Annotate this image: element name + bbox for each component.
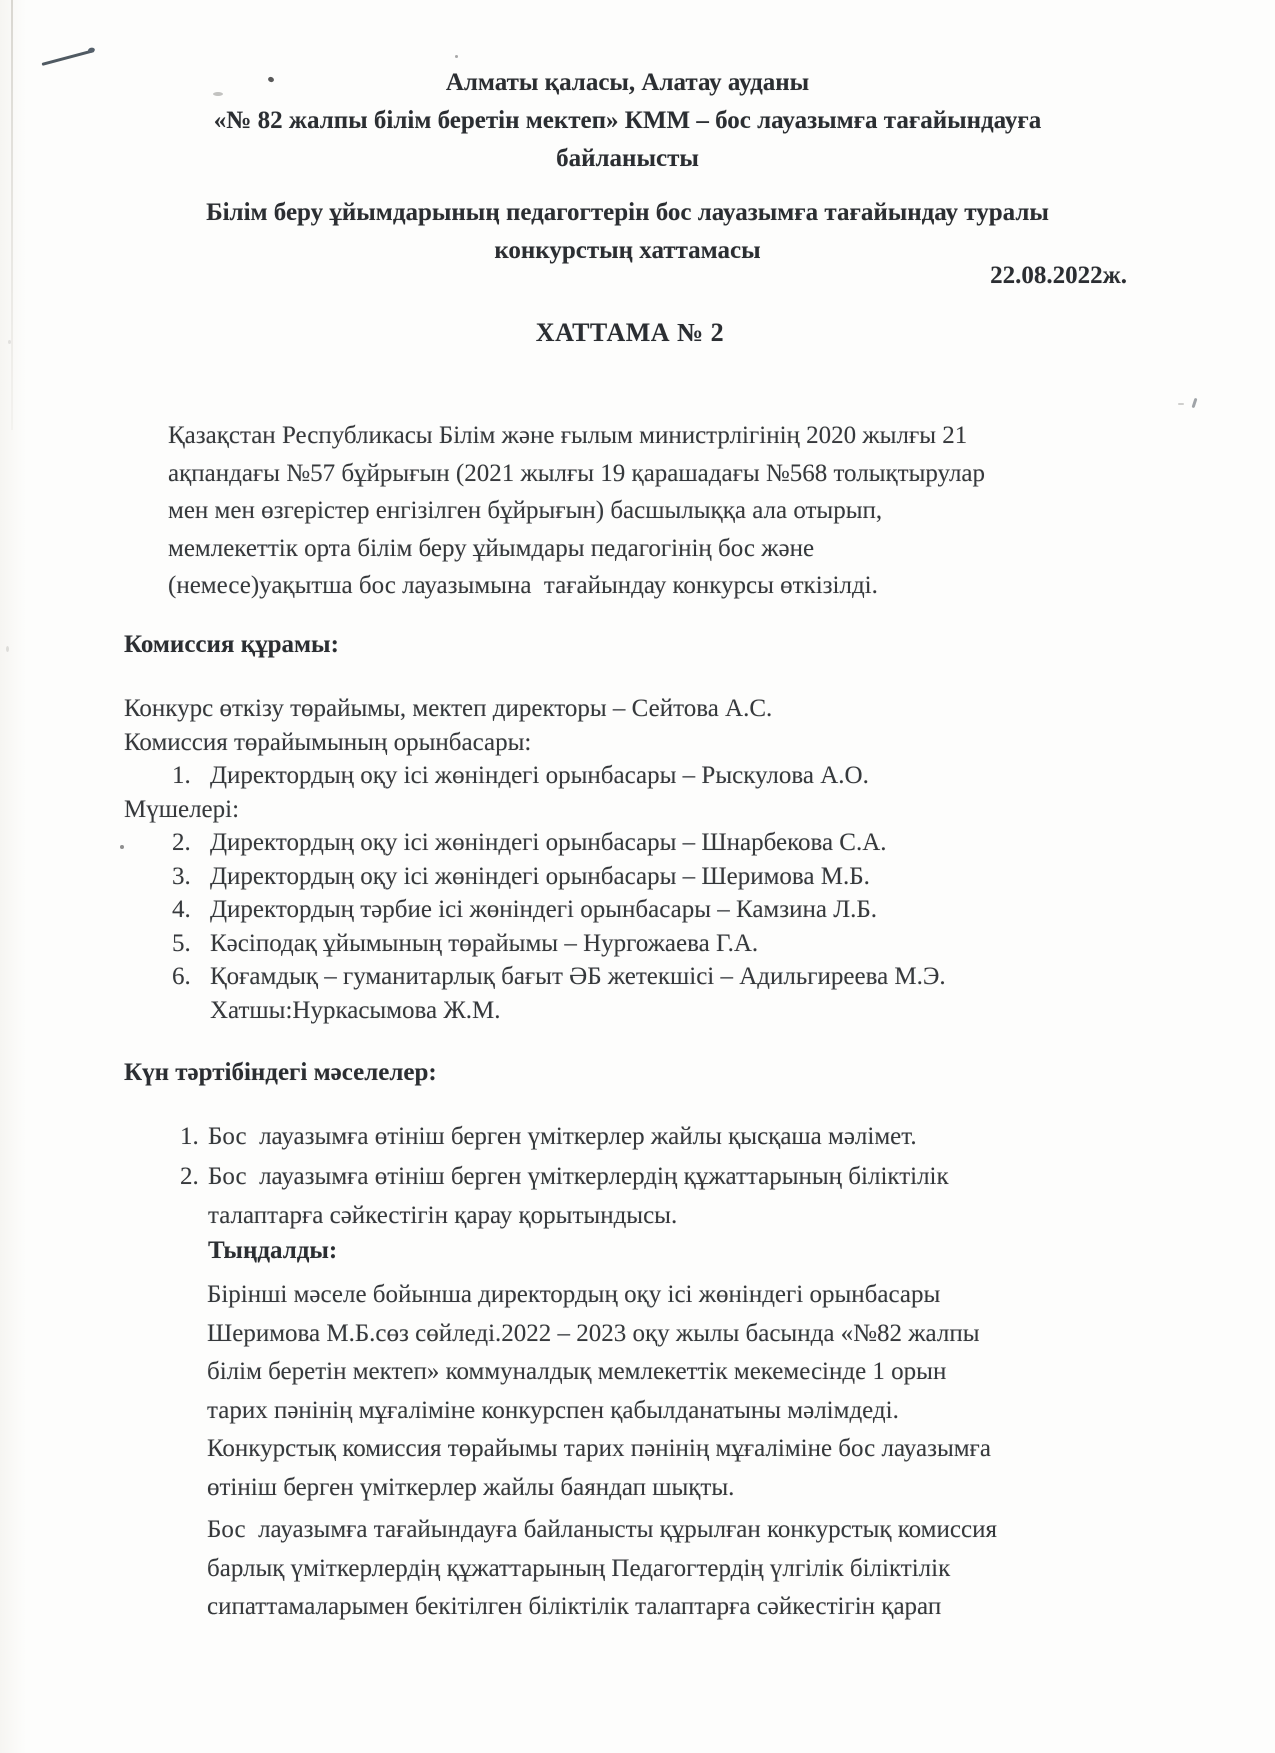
item-number: 1. bbox=[172, 762, 191, 789]
commission-item bbox=[124, 927, 1164, 961]
item-number: 2. bbox=[180, 1162, 199, 1190]
item-text: Директордың оқу ісі жөніндегі орынбасары – Шнарбекова С.А. bbox=[210, 829, 887, 856]
commission-item bbox=[124, 860, 1164, 894]
heard-line: Бірінші мәселе бойынша директордың оқу ісі жөніндегі орынбасары bbox=[207, 1281, 941, 1308]
commission-item bbox=[124, 826, 1164, 860]
item-number: 6. bbox=[172, 963, 191, 990]
title-line: «№ 82 жалпы білім беретін мектеп» КММ – бос лауазымға тағайындауға bbox=[213, 107, 1042, 134]
scan-speck bbox=[1178, 403, 1184, 405]
item-number: 3. bbox=[172, 862, 191, 890]
item-text: Директордың тәрбие ісі жөніндегі орынбасары – Камзина Л.Б. bbox=[210, 896, 878, 923]
heard-line: сипаттамаларымен бекітілген біліктілік талаптарға сәйкестігін қарап bbox=[207, 1593, 942, 1620]
subtitle-line: Білім беру ұйымдарының педагогтерін бос лауазымға тағайындау туралы bbox=[206, 199, 1049, 226]
commission-list bbox=[124, 692, 1164, 1027]
commission-members-heading: Мүшелері: bbox=[124, 795, 240, 823]
item-text: Бос лауазымға өтініш берген үміткерлер жайлы қысқаша мәлімет. bbox=[208, 1123, 917, 1150]
document-date: 22.08.2022ж. bbox=[990, 262, 1127, 289]
agenda-item bbox=[124, 1157, 1184, 1197]
agenda-item-continuation: талаптарға сәйкестігін қарау қорытындысы. bbox=[208, 1202, 678, 1229]
item-number: 4. bbox=[172, 896, 191, 923]
heard-line: білім беретін мектеп» коммуналдық мемлекеттік мекемесінде 1 орын bbox=[207, 1358, 947, 1385]
heard-heading: Тыңдалды: bbox=[208, 1237, 338, 1264]
scan-speck bbox=[6, 646, 9, 652]
heard-paragraph bbox=[207, 1276, 1187, 1627]
ink-dot bbox=[455, 55, 458, 58]
intro-line: мен мен өзгерістер енгізілген бұйрығын) басшылыққа ала отырып, bbox=[168, 497, 883, 524]
document-title-block bbox=[0, 64, 1255, 178]
heard-line: Бос лауазымға тағайындауға байланысты құрылған конкурстық комиссия bbox=[207, 1516, 997, 1543]
intro-paragraph bbox=[168, 417, 1168, 605]
heard-line: тарих пәнінің мұғаліміне конкурспен қабылданатыны мәлімдеді. bbox=[207, 1396, 899, 1424]
intro-line: Қазақстан Республикасы Білім және ғылым министрлігінің 2020 жылғы 21 bbox=[168, 422, 968, 449]
title-line: байланысты bbox=[556, 145, 699, 172]
agenda-item bbox=[124, 1117, 1184, 1157]
heard-line: өтініш берген үміткерлер жайлы баяндап шықты. bbox=[207, 1473, 735, 1501]
item-text: Қоғамдық – гуманитарлық бағыт ӘБ жетекшісі – Адильгиреева М.Э. bbox=[210, 963, 946, 990]
item-text: Бос лауазымға өтініш берген үміткерлердің құжаттарының біліктілік bbox=[208, 1162, 949, 1190]
intro-line: (немесе)уақытша бос лауазымына тағайындау конкурсы өткізілді. bbox=[168, 572, 878, 599]
intro-line: мемлекеттік орта білім беру ұйымдары педагогінің бос және bbox=[168, 534, 815, 562]
heard-line: барлық үміткерлердің құжаттарының Педагогтердің үлгілік біліктілік bbox=[207, 1554, 951, 1582]
item-number: 1. bbox=[180, 1123, 199, 1150]
agenda-heading: Күн тәртібіндегі мәселелер: bbox=[124, 1059, 437, 1086]
intro-line: ақпандағы №57 бұйрығын (2021 жылғы 19 қарашадағы №568 толықтырулар bbox=[168, 459, 986, 487]
agenda-list bbox=[124, 1117, 1184, 1236]
heard-line: Конкурстық комиссия төрайымы тарих пәнінің мұғаліміне бос лауазымға bbox=[207, 1435, 991, 1462]
commission-secretary-line: Хатшы:Нуркасымова Ж.М. bbox=[210, 996, 501, 1024]
title-line: Алматы қаласы, Алатау ауданы bbox=[445, 69, 810, 96]
scan-speck bbox=[1192, 398, 1198, 408]
commission-heading: Комиссия құрамы: bbox=[124, 631, 339, 658]
subtitle-line: конкурстың хаттамасы bbox=[494, 237, 761, 264]
commission-item bbox=[124, 759, 1164, 793]
commission-item bbox=[124, 893, 1164, 927]
item-text: Директордың оқу ісі жөніндегі орынбасары – Шеримова М.Б. bbox=[210, 862, 870, 890]
item-number: 2. bbox=[172, 829, 191, 856]
commission-chair-line: Конкурс өткізу төрайымы, мектеп директоры – Сейтова А.С. bbox=[124, 695, 773, 722]
document-subtitle-block bbox=[0, 194, 1255, 270]
item-text: Директордың оқу ісі жөніндегі орынбасары – Рыскулова А.О. bbox=[210, 762, 869, 789]
item-number: 5. bbox=[172, 929, 191, 957]
commission-item bbox=[124, 960, 1164, 994]
heard-line: Шеримова М.Б.сөз сөйледі.2022 – 2023 оқу жылы басында «№82 жалпы bbox=[207, 1319, 980, 1347]
item-text: Кәсіподақ ұйымының төрайымы – Нургожаева Г.А. bbox=[210, 929, 759, 957]
protocol-number-title: ХАТТАМА № 2 bbox=[535, 318, 725, 347]
commission-deputy-heading: Комиссия төрайымының орынбасары: bbox=[124, 728, 532, 756]
